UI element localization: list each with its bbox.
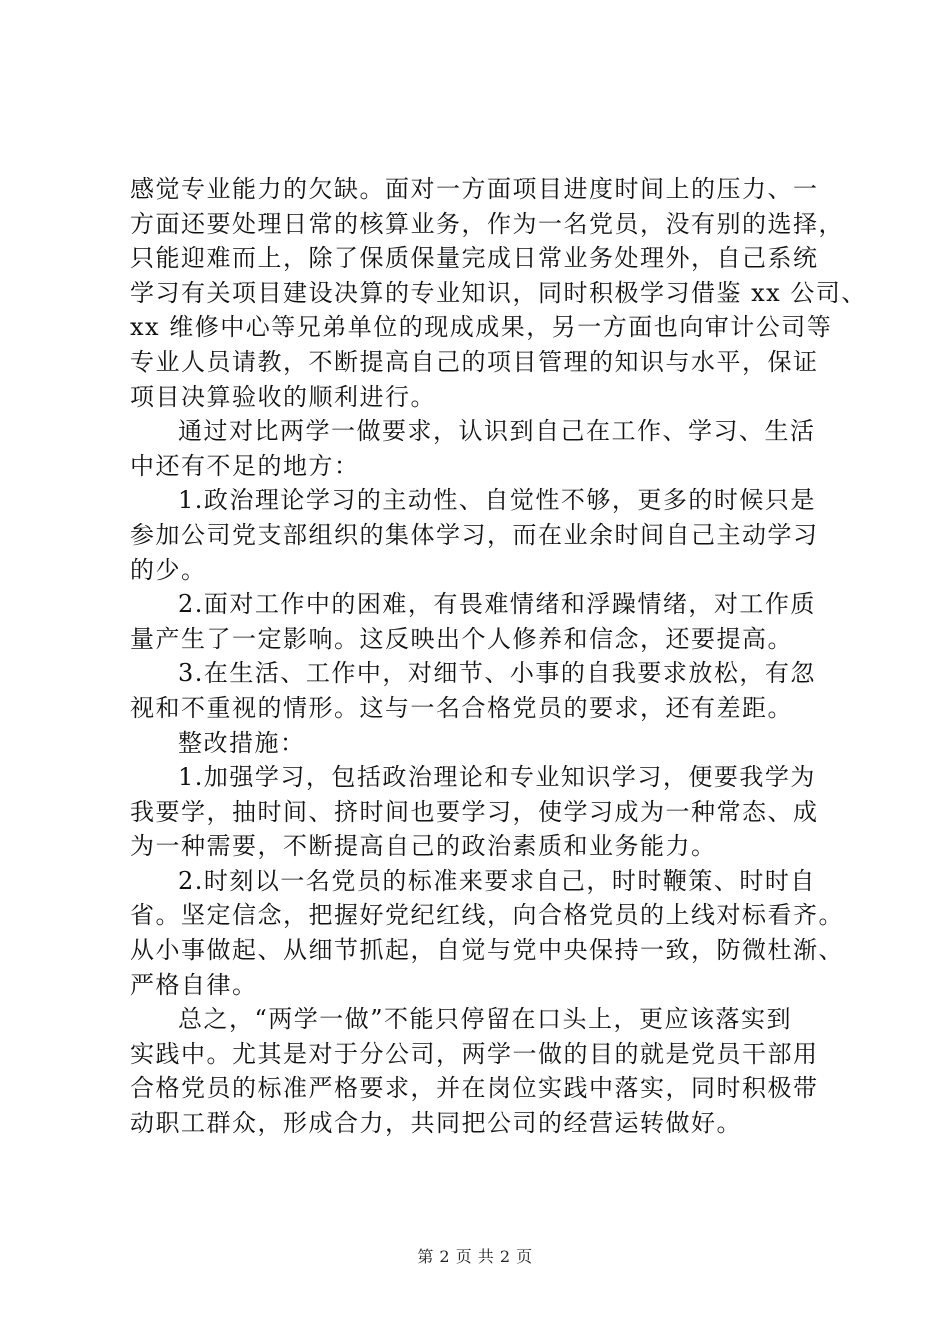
text-line: 专业人员请教，不断提高自己的项目管理的知识与水平，保证 (130, 347, 819, 376)
text-line: 学习有关项目建设决算的专业知识，同时积极学习借鉴 xx 公司、 (130, 278, 867, 307)
text-line: 方面还要处理日常的核算业务，作为一名党员，没有别的选择， (130, 209, 844, 238)
text-line: xx 维修中心等兄弟单位的现成成果，另一方面也向审计公司等 (130, 313, 833, 342)
text-line: 实践中。尤其是对于分公司，两学一做的目的就是党员干部用 (130, 1039, 819, 1068)
text-line: 参加公司党支部组织的集体学习，而在业余时间自己主动学习 (130, 520, 819, 549)
text-line: 项目决算验收的顺利进行。 (130, 382, 436, 411)
text-line: 通过对比两学一做要求，认识到自己在工作、学习、生活 (178, 417, 816, 446)
text-line: 整改措施： (178, 728, 306, 757)
text-line: 感觉专业能力的欠缺。面对一方面项目进度时间上的压力、一 (130, 175, 819, 203)
text-line: 合格党员的标准严格要求，并在岗位实践中落实，同时积极带 (130, 1074, 819, 1103)
text-line: 视和不重视的情形。这与一名合格党员的要求，还有差距。 (130, 693, 793, 722)
text-line: 量产生了一定影响。这反映出个人修养和信念，还要提高。 (130, 624, 793, 653)
text-line: 2.时刻以一名党员的标准来要求自己，时时鞭策、时时自 (178, 866, 816, 895)
text-line: 省。坚定信念，把握好党纪红线，向合格党员的上线对标看齐。 (130, 901, 844, 930)
text-line: 只能迎难而上，除了保质保量完成日常业务处理外，自己系统 (130, 244, 819, 273)
text-line: 严格自律。 (130, 970, 258, 999)
text-line: 我要学，抽时间、挤时间也要学习，使学习成为一种常态、成 (130, 797, 819, 826)
page-footer: 第 2 页 共 2 页 (417, 1247, 533, 1266)
text-line: 为一种需要，不断提高自己的政治素质和业务能力。 (130, 832, 717, 861)
text-line: 2.面对工作中的困难，有畏难情绪和浮躁情绪，对工作质 (178, 590, 816, 619)
text-line: 1.加强学习，包括政治理论和专业知识学习，便要我学为 (178, 763, 816, 792)
text-line: 从小事做起、从细节抓起，自觉与党中央保持一致，防微杜渐、 (130, 936, 844, 965)
text-line: 中还有不足的地方： (130, 451, 360, 480)
text-line: 动职工群众，形成合力，共同把公司的经营运转做好。 (130, 1109, 742, 1138)
text-line: 1.政治理论学习的主动性、自觉性不够，更多的时候只是 (178, 486, 816, 515)
text-line: 3.在生活、工作中，对细节、小事的自我要求放松，有忽 (178, 659, 816, 688)
text-line: 总之，“两学一做”不能只停留在口头上，更应该落实到 (178, 1005, 793, 1034)
text-line: 的少。 (130, 555, 207, 584)
document-body (130, 172, 867, 1141)
